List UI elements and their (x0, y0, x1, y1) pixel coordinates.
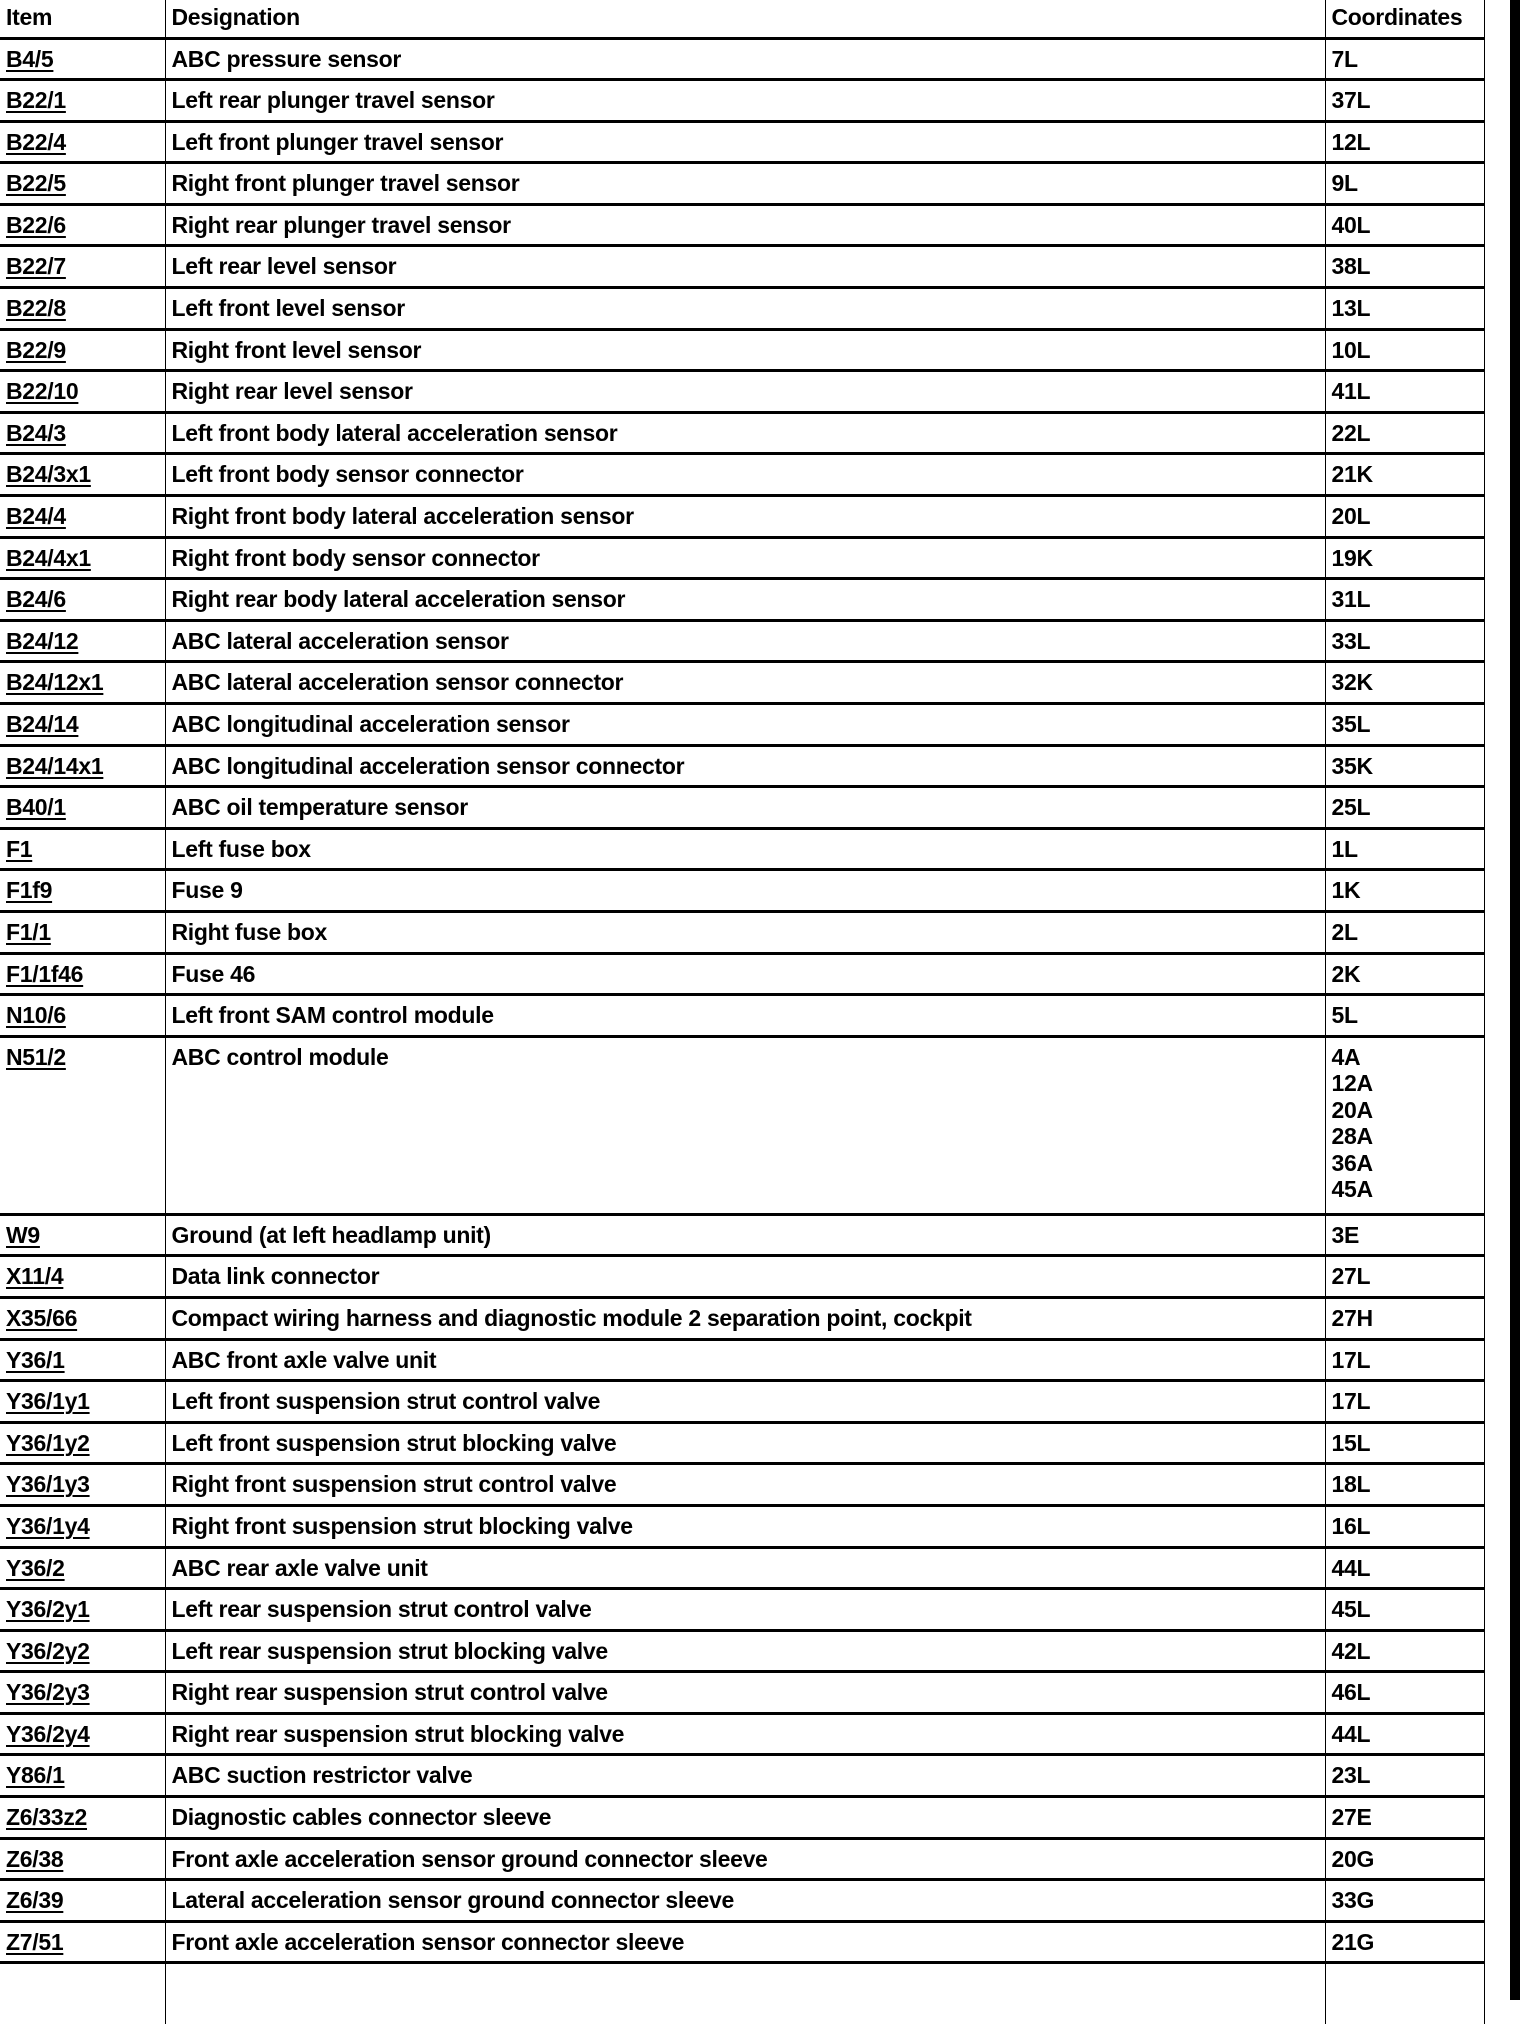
coordinate-value: 13L (1331, 295, 1371, 322)
coordinates-cell (1325, 870, 1484, 912)
coordinate-value: 35K (1331, 752, 1373, 779)
table-row (0, 1921, 1484, 1963)
item-link[interactable]: B4/5 (6, 45, 54, 72)
coordinates-cell (1325, 412, 1484, 454)
table-row (0, 537, 1484, 579)
item-cell (0, 787, 165, 829)
item-link[interactable]: B24/12 (6, 627, 79, 654)
table-row (0, 1297, 1484, 1339)
coordinate-value: 40L (1331, 211, 1371, 238)
coordinates-cell (1325, 1589, 1484, 1631)
item-link[interactable]: B22/4 (6, 128, 66, 155)
coordinates-cell (1325, 454, 1484, 496)
item-link[interactable]: B24/4x1 (6, 544, 91, 571)
item-cell (0, 662, 165, 704)
item-cell (0, 1339, 165, 1381)
table-row (0, 1713, 1484, 1755)
item-cell (0, 496, 165, 538)
table-row (0, 329, 1484, 371)
designation-cell: Left rear suspension strut control valve (165, 1589, 1325, 1631)
item-link[interactable]: F1/1f46 (6, 960, 84, 987)
designation-cell: Left fuse box (165, 828, 1325, 870)
item-cell (0, 38, 165, 80)
designation-cell: ABC lateral acceleration sensor connector (165, 662, 1325, 704)
item-cell (0, 1797, 165, 1839)
item-link[interactable]: B22/9 (6, 336, 66, 363)
designation-column-header: Designation (165, 0, 1325, 38)
designation-cell: Right fuse box (165, 911, 1325, 953)
item-cell (0, 288, 165, 330)
item-cell (0, 953, 165, 995)
coordinate-value: 15L (1331, 1429, 1371, 1456)
item-link[interactable]: X11/4 (6, 1263, 64, 1290)
item-cell (0, 371, 165, 413)
item-link[interactable]: B24/12x1 (6, 669, 104, 696)
empty-cell (165, 1963, 1325, 2024)
item-cell (0, 412, 165, 454)
table-row (0, 1630, 1484, 1672)
item-cell (0, 121, 165, 163)
table-row (0, 579, 1484, 621)
table-row (0, 745, 1484, 787)
table-row (0, 371, 1484, 413)
item-cell (0, 1256, 165, 1298)
coordinates-cell (1325, 371, 1484, 413)
item-link[interactable]: Y36/1y3 (6, 1471, 90, 1498)
coordinates-cell (1325, 1505, 1484, 1547)
coordinates-cell (1325, 953, 1484, 995)
table-row (0, 1589, 1484, 1631)
coordinates-cell (1325, 620, 1484, 662)
coordinate-value: 17L (1331, 1346, 1371, 1373)
coordinate-value: 27H (1331, 1304, 1373, 1331)
coordinate-value: 20G (1331, 1845, 1375, 1872)
coordinate-value: 17L (1331, 1388, 1371, 1415)
item-link[interactable]: N51/2 (6, 1043, 66, 1070)
item-link[interactable]: B22/1 (6, 87, 66, 114)
coordinate-value: 41L (1331, 378, 1371, 405)
coordinates-cell (1325, 1339, 1484, 1381)
item-link[interactable]: B22/8 (6, 295, 66, 322)
table-row (0, 204, 1484, 246)
designation-cell: Left rear plunger travel sensor (165, 80, 1325, 122)
designation-cell: Left front plunger travel sensor (165, 121, 1325, 163)
coordinate-value: 44L (1331, 1720, 1371, 1747)
item-link[interactable]: Y36/2y4 (6, 1720, 90, 1747)
designation-cell: Compact wiring harness and diagnostic module 2 separation point, cockpit (165, 1297, 1325, 1339)
item-cell (0, 579, 165, 621)
empty-cell (1325, 1963, 1484, 2024)
designation-cell: ABC rear axle valve unit (165, 1547, 1325, 1589)
designation-cell: Left rear level sensor (165, 246, 1325, 288)
coordinate-value: 33G (1331, 1887, 1375, 1914)
coordinates-cell (1325, 1921, 1484, 1963)
designation-cell: Front axle acceleration sensor ground connector sleeve (165, 1838, 1325, 1880)
coordinate-value: 44L (1331, 1554, 1371, 1581)
table-row (0, 1339, 1484, 1381)
table-row (0, 38, 1484, 80)
designation-cell: Right front body sensor connector (165, 537, 1325, 579)
coordinate-value: 27E (1331, 1804, 1372, 1831)
designation-cell: Right front plunger travel sensor (165, 163, 1325, 205)
designation-cell: Lateral acceleration sensor ground connector sleeve (165, 1880, 1325, 1922)
item-cell (0, 246, 165, 288)
table-row (0, 496, 1484, 538)
table-row (0, 246, 1484, 288)
coordinates-cell (1325, 1713, 1484, 1755)
item-cell (0, 745, 165, 787)
coordinate-value: 10L (1331, 336, 1371, 363)
coordinate-value: 12L (1331, 128, 1371, 155)
coordinates-cell (1325, 288, 1484, 330)
item-cell (0, 163, 165, 205)
item-cell (0, 1921, 165, 1963)
item-cell (0, 1297, 165, 1339)
table-row (0, 1797, 1484, 1839)
item-link[interactable]: Y36/1y4 (6, 1512, 90, 1539)
coordinate-value: 22L (1331, 419, 1371, 446)
coordinates-cell (1325, 1630, 1484, 1672)
coordinate-value: 19K (1331, 544, 1373, 571)
coordinate-value: 45L (1331, 1596, 1371, 1623)
designation-cell: ABC suction restrictor valve (165, 1755, 1325, 1797)
item-link[interactable]: B22/5 (6, 170, 66, 197)
item-link[interactable]: B24/3x1 (6, 461, 91, 488)
item-cell (0, 704, 165, 746)
designation-cell: ABC control module (165, 1036, 1325, 1214)
designation-cell: Right front suspension strut control valve (165, 1464, 1325, 1506)
coordinate-value: 20L (1331, 503, 1371, 530)
item-cell (0, 1838, 165, 1880)
item-link[interactable]: Y36/2 (6, 1554, 65, 1581)
coordinates-cell (1325, 1672, 1484, 1714)
coordinates-cell (1325, 995, 1484, 1037)
item-link[interactable]: B24/4 (6, 503, 66, 530)
coordinate-value: 21K (1331, 461, 1373, 488)
item-cell (0, 1630, 165, 1672)
designation-cell: Right rear suspension strut control valve (165, 1672, 1325, 1714)
coordinate-value: 42L (1331, 1637, 1371, 1664)
coordinate-value: 7L (1331, 45, 1358, 72)
table-row (0, 911, 1484, 953)
table-row (0, 1214, 1484, 1256)
coordinate-value: 2K (1331, 960, 1361, 987)
coordinates-cell (1325, 496, 1484, 538)
designation-cell: ABC pressure sensor (165, 38, 1325, 80)
coordinates-cell (1325, 704, 1484, 746)
empty-table-row (0, 1963, 1484, 2024)
coordinate-value: 36A (1331, 1149, 1373, 1176)
coordinate-value: 38L (1331, 253, 1371, 280)
item-link[interactable]: B24/14x1 (6, 752, 104, 779)
table-row (0, 80, 1484, 122)
item-cell (0, 1880, 165, 1922)
header-row (0, 0, 1484, 38)
coordinates-cell (1325, 787, 1484, 829)
coordinates-column-header: Coordinates (1325, 0, 1484, 38)
table-row (0, 787, 1484, 829)
coordinates-cell (1325, 828, 1484, 870)
item-cell (0, 1713, 165, 1755)
item-link[interactable]: Y36/1y1 (6, 1388, 90, 1415)
designation-cell: Left rear suspension strut blocking valve (165, 1630, 1325, 1672)
coordinate-value: 28A (1331, 1123, 1373, 1150)
item-cell (0, 329, 165, 371)
designation-cell: Left front body sensor connector (165, 454, 1325, 496)
item-cell (0, 1755, 165, 1797)
coordinates-cell (1325, 1256, 1484, 1298)
item-cell (0, 1381, 165, 1423)
coordinates-cell (1325, 38, 1484, 80)
table-row (0, 1256, 1484, 1298)
designation-cell: Left front SAM control module (165, 995, 1325, 1037)
coordinate-value: 46L (1331, 1679, 1371, 1706)
designation-cell: Right rear plunger travel sensor (165, 204, 1325, 246)
designation-cell: Left front suspension strut blocking valve (165, 1422, 1325, 1464)
coordinate-value: 21G (1331, 1928, 1375, 1955)
empty-cell (0, 1963, 165, 2024)
designation-cell: Right front level sensor (165, 329, 1325, 371)
item-cell (0, 828, 165, 870)
designation-cell: Right front suspension strut blocking valve (165, 1505, 1325, 1547)
table-row (0, 1547, 1484, 1589)
item-link[interactable]: B24/14 (6, 711, 79, 737)
coordinates-cell (1325, 329, 1484, 371)
table-row (0, 828, 1484, 870)
item-cell (0, 1464, 165, 1506)
designation-cell: Right rear suspension strut blocking valve (165, 1713, 1325, 1755)
coordinates-cell (1325, 1036, 1484, 1214)
coordinate-value: 35L (1331, 711, 1371, 737)
designation-cell: Left front suspension strut control valve (165, 1381, 1325, 1423)
designation-cell: Fuse 9 (165, 870, 1325, 912)
coordinate-value: 31L (1331, 586, 1371, 613)
designation-cell: ABC longitudinal acceleration sensor (165, 704, 1325, 746)
designation-cell: Diagnostic cables connector sleeve (165, 1797, 1325, 1839)
designation-cell: Right front body lateral acceleration sensor (165, 496, 1325, 538)
coordinates-cell (1325, 1797, 1484, 1839)
coordinate-value: 1L (1331, 835, 1358, 862)
item-cell (0, 1672, 165, 1714)
item-cell (0, 911, 165, 953)
coordinates-cell (1325, 1214, 1484, 1256)
table-row (0, 620, 1484, 662)
coordinates-cell (1325, 579, 1484, 621)
item-link[interactable]: Y36/2y1 (6, 1596, 90, 1623)
table-row (0, 1838, 1484, 1880)
table-row (0, 1422, 1484, 1464)
table-row (0, 1672, 1484, 1714)
item-link[interactable]: Z7/51 (6, 1928, 64, 1955)
coordinates-cell (1325, 1464, 1484, 1506)
page-edge-bar (1510, 0, 1520, 2000)
designation-cell: ABC front axle valve unit (165, 1339, 1325, 1381)
item-cell (0, 204, 165, 246)
coordinates-cell (1325, 1838, 1484, 1880)
designation-cell: Right rear body lateral acceleration sensor (165, 579, 1325, 621)
coordinates-cell (1325, 80, 1484, 122)
item-link[interactable]: B24/3 (6, 419, 66, 446)
coordinate-value: 25L (1331, 794, 1371, 821)
item-cell (0, 1547, 165, 1589)
coordinate-value: 5L (1331, 1002, 1358, 1029)
coordinate-value: 23L (1331, 1762, 1371, 1789)
item-cell (0, 1036, 165, 1214)
item-cell (0, 995, 165, 1037)
table-row (0, 704, 1484, 746)
table-row (0, 662, 1484, 704)
table-header (0, 0, 1484, 38)
designation-cell: Ground (at left headlamp unit) (165, 1214, 1325, 1256)
coordinates-cell (1325, 1381, 1484, 1423)
item-link[interactable]: B40/1 (6, 794, 66, 821)
item-cell (0, 537, 165, 579)
designation-cell: ABC oil temperature sensor (165, 787, 1325, 829)
coordinates-cell (1325, 537, 1484, 579)
coordinates-cell (1325, 163, 1484, 205)
coordinates-cell (1325, 1297, 1484, 1339)
coordinate-value: 1K (1331, 877, 1361, 904)
item-link[interactable]: N10/6 (6, 1002, 66, 1029)
coordinate-value: 33L (1331, 627, 1371, 654)
table-row (0, 412, 1484, 454)
table-row (0, 1880, 1484, 1922)
coordinate-value: 32K (1331, 669, 1373, 696)
item-link[interactable]: Y36/1y2 (6, 1429, 90, 1456)
coordinates-cell (1325, 1422, 1484, 1464)
coordinate-value: 12A (1331, 1070, 1373, 1097)
item-column-header: Item (0, 0, 165, 38)
item-cell (0, 1422, 165, 1464)
item-link[interactable]: B22/7 (6, 253, 66, 280)
coordinate-value: 2L (1331, 918, 1358, 945)
coordinate-value: 3E (1331, 1221, 1360, 1248)
coordinate-value: 18L (1331, 1471, 1371, 1498)
item-cell (0, 80, 165, 122)
designation-cell: ABC longitudinal acceleration sensor connector (165, 745, 1325, 787)
coordinate-value: 4A (1331, 1043, 1361, 1070)
coordinates-cell (1325, 1755, 1484, 1797)
designation-cell: ABC lateral acceleration sensor (165, 620, 1325, 662)
coordinates-cell (1325, 662, 1484, 704)
coordinate-value: 9L (1331, 170, 1358, 197)
table-row (0, 1464, 1484, 1506)
item-link[interactable]: X35/66 (6, 1304, 78, 1331)
item-cell (0, 870, 165, 912)
table-row (0, 121, 1484, 163)
table-row (0, 995, 1484, 1037)
item-link[interactable]: F1/1 (6, 918, 51, 945)
table-row (0, 454, 1484, 496)
coordinates-cell (1325, 246, 1484, 288)
item-link[interactable]: Z6/33z2 (6, 1804, 88, 1831)
item-cell (0, 1505, 165, 1547)
item-link[interactable]: W9 (6, 1221, 40, 1248)
item-cell (0, 1214, 165, 1256)
item-link[interactable]: F1f9 (6, 877, 53, 904)
designation-cell: Left front level sensor (165, 288, 1325, 330)
coordinate-value: 27L (1331, 1263, 1371, 1290)
item-cell (0, 1589, 165, 1631)
designation-cell: Data link connector (165, 1256, 1325, 1298)
designation-cell: Fuse 46 (165, 953, 1325, 995)
item-cell (0, 620, 165, 662)
table-row (0, 288, 1484, 330)
designation-cell: Front axle acceleration sensor connector sleeve (165, 1921, 1325, 1963)
table-row (0, 953, 1484, 995)
table-row (0, 1036, 1484, 1214)
table-row (0, 1381, 1484, 1423)
coordinates-cell (1325, 911, 1484, 953)
table-body (0, 38, 1484, 2024)
item-link[interactable]: F1 (6, 835, 33, 862)
coordinate-value: 45A (1331, 1176, 1373, 1203)
item-link[interactable]: Z6/38 (6, 1845, 64, 1872)
item-link[interactable]: Y36/1 (6, 1346, 65, 1373)
coordinates-cell (1325, 745, 1484, 787)
table-row (0, 1505, 1484, 1547)
item-link[interactable]: B24/6 (6, 586, 66, 613)
coordinates-cell (1325, 204, 1484, 246)
table-row (0, 870, 1484, 912)
coordinate-value: 37L (1331, 87, 1371, 114)
table-row (0, 163, 1484, 205)
item-link[interactable]: Y86/1 (6, 1762, 65, 1789)
coordinate-value: 20A (1331, 1096, 1373, 1123)
coordinates-cell (1325, 1547, 1484, 1589)
coordinates-cell (1325, 1880, 1484, 1922)
designation-cell: Right rear level sensor (165, 371, 1325, 413)
item-link[interactable]: Y36/2y3 (6, 1679, 90, 1706)
designation-cell: Left front body lateral acceleration sensor (165, 412, 1325, 454)
coordinates-cell (1325, 121, 1484, 163)
item-link[interactable]: B22/6 (6, 211, 66, 238)
item-link[interactable]: Z6/39 (6, 1887, 64, 1914)
item-link[interactable]: B22/10 (6, 378, 79, 405)
table-row (0, 1755, 1484, 1797)
coordinate-value: 16L (1331, 1512, 1371, 1539)
item-cell (0, 454, 165, 496)
item-link[interactable]: Y36/2y2 (6, 1637, 90, 1664)
